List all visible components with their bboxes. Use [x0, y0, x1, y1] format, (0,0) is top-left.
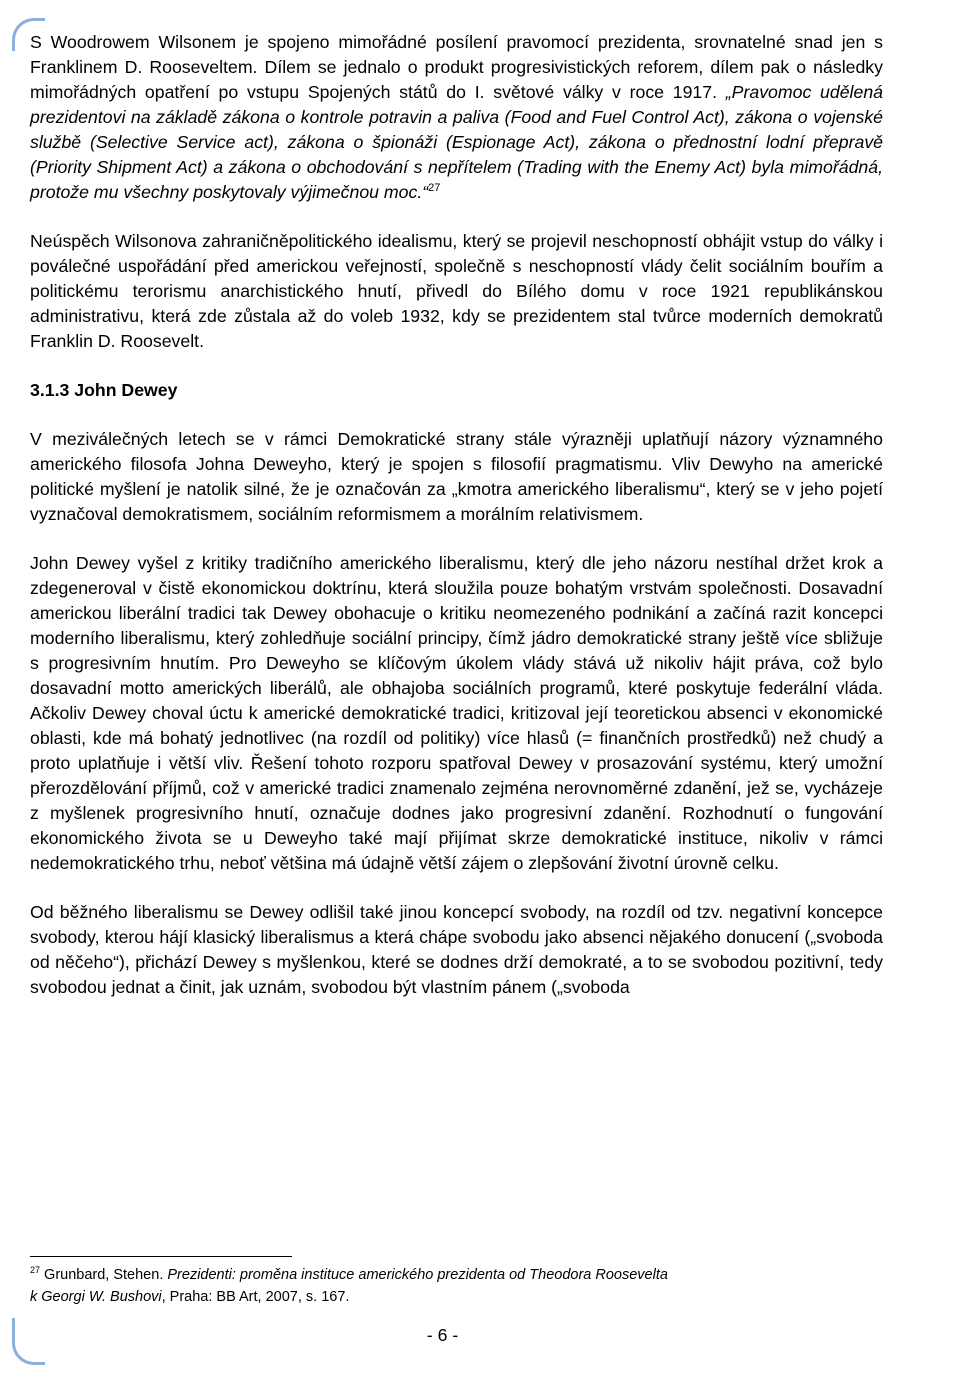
quote-wilson-powers: „Pravomoc udělená prezidentovi na základě zákona o kontrole potravin a paliva (Food and Fuel Control Act), zákona o vojenské službě (Selective Service act), zákona o špionáži (Espionage Act), zákona o přednostní lodní přepravě (Priority Shipment Act) a zákona o obchodování s nepřítelem (Trading with the Enemy Act) byla mimořádná, protože mu všechny poskytovaly výjimečnou moc.“ [30, 82, 883, 202]
footnote-title: Prezidenti: proměna instituce amerického prezidenta od Theodora Roosevelta [167, 1267, 668, 1283]
footnote-author: Grunbard, Stehen. [40, 1267, 168, 1283]
paragraph-dewey-intro: V meziválečných letech se v rámci Demokratické strany stále výrazněji uplatňují názory významného amerického filosofa Johna Deweyho, který je spojen s filosofií pragmatismu. Vliv Dewyho na americké politické myšlení je natolik silné, že je označován za „kmotra amerického liberalismu“, který se v jeho pojetí vyznačoval demokratismem, sociálním reformismem a morálním relativismem. [30, 429, 883, 524]
paragraph-wilson [30, 30, 883, 205]
section-heading: 3.1.3 John Dewey [30, 380, 178, 400]
footnote-reference: 27 [428, 181, 441, 194]
page-number: - 6 - [426, 1325, 459, 1345]
footnote-number: 27 [30, 1265, 41, 1276]
paragraph-dewey-freedom: Od běžného liberalismu se Dewey odlišil také jinou koncepcí svobody, na rozdíl od tzv. negativní koncepce svobody, kterou hájí klasický liberalismus a která chápe svobodu jako absenci nějakého donucení („svoboda od něčeho“), přichází Dewey s myšlenkou, které se dodnes drží demokraté, a to se svobodou pozitivní, tedy svobodou jednat a činit, jak uznám, svobodou být vlastním pánem („svoboda [30, 902, 883, 997]
footnote-title-cont: k Georgi W. Bushovi [30, 1289, 162, 1305]
paragraph-wilson-failure: Neúspěch Wilsonova zahraničněpolitického idealismu, který se projevil neschopností obhájit vstup do války i poválečné uspořádání před americkou veřejností, společně s neschopností vlády čelit sociálním bouřím a politickému terorismu anarchistického hnutí, přivedl do Bílého domu v roce 1921 republikánskou administrativu, která zde zůstala až do voleb 1932, kdy se prezidentem stal tvůrce moderních demokratů Franklin D. Roosevelt. [30, 231, 883, 351]
paragraph-dewey-critique: John Dewey vyšel z kritiky tradičního amerického liberalismu, který dle jeho názoru nestíhal držet krok a zdegeneroval v čistě ekonomickou doktrínu, která sloužila pouze bohatým vrstvám společnosti. Dosavadní americkou liberální tradici tak Dewey obohacuje o kritiku neomezeného podnikání a začíná razit koncepci moderního liberalismu, který zohledňuje sociální principy, čímž jádro demokratické strany ještě více sbližuje s progresivním hnutím. Pro Deweyho se klíčovým úkolem vlády stává už nikoliv hájit práva, což bylo dosavadní motto amerických liberálů, ale obhajoba sociálních programů, které poskytuje federální vláda. Ačkoliv Dewey choval úctu k americké demokratické tradici, kritizoval její teoretickou absenci v ekonomické oblasti, kde má bohatý jednotlivec (na rozdíl od politiky) více hlasů (= finančních prostředků) než chudý a proto uplatňuje i větší vliv. Řešení tohoto rozporu spatřoval Dewey v prosazování systému, který umožní přerozdělování příjmů, což v americké tradici znamenalo zejména nerovnoměrné zdanění, jež se, vycházeje z myšlenek progresivního hnutí, označuje dodnes jako progresivní zdanění. Rozhodnutí o fungování ekonomického života se u Deweyho také mají přijímat skrze demokratické instituce, nikoliv v rámci nedemokratického trhu, neboť většina má údajně větší zájem o zlepšování životní úrovně celku. [30, 553, 883, 873]
document-body [30, 30, 883, 1000]
paragraph-wilson-text: S Woodrowem Wilsonem je spojeno mimořádné posílení pravomocí prezidenta, srovnatelné snad jen s Franklinem D. Rooseveltem. Dílem se jednalo o produkt progresivistických reforem, dílem pak o následky mimořádných opatření po vstupu Spojených států do I. světové války v roce 1917. [30, 32, 883, 102]
footnote [30, 1264, 883, 1308]
footnote-line-2 [30, 1286, 883, 1308]
footnote-publisher: , Praha: BB Art, 2007, s. 167. [161, 1289, 350, 1305]
footnote-line-1 [30, 1264, 883, 1286]
footnote-separator [30, 1256, 292, 1257]
